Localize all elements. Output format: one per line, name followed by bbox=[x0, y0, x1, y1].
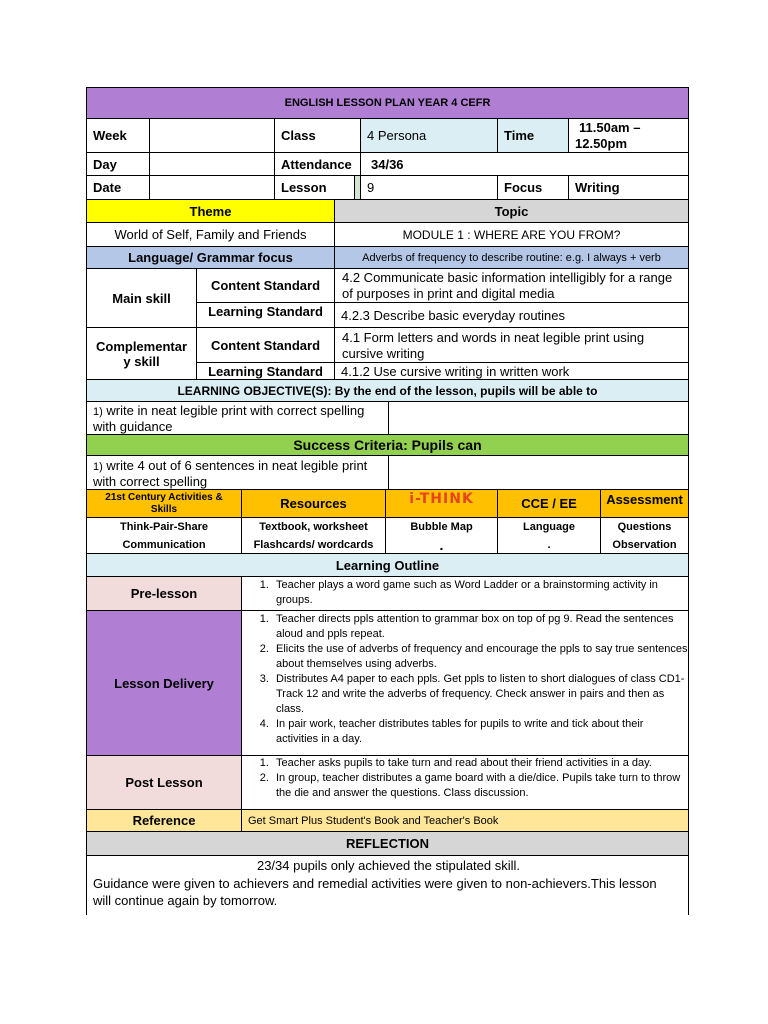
assessment-value-2: Observation bbox=[612, 538, 677, 551]
objective-line-2: with guidance bbox=[93, 419, 173, 434]
success-criteria-header: Success Criteria: Pupils can bbox=[86, 434, 689, 456]
success-empty bbox=[388, 455, 689, 490]
time-value bbox=[568, 118, 689, 153]
resources-header: Resources bbox=[241, 489, 386, 518]
lesson-delivery-list bbox=[242, 612, 688, 747]
reflection-line-1: 23/34 pupils only achieved the stipulated skill. bbox=[256, 858, 521, 873]
comp-content-line-1: 4.1 Form letters and words in neat legible print using bbox=[342, 330, 645, 345]
learning-outline-header: Learning Outline bbox=[86, 553, 689, 577]
success-line-1 bbox=[93, 458, 367, 473]
attendance-value: 34/36 bbox=[360, 152, 689, 176]
class-label: Class bbox=[274, 118, 361, 153]
grammar-label: Language/ Grammar focus bbox=[86, 246, 335, 269]
time-line-1: 11.50am – bbox=[579, 120, 641, 135]
success-line-1-text: write 4 out of 6 sentences in neat legible print bbox=[106, 458, 368, 473]
comp-learning-standard-value: 4.1.2 Use cursive writing in written work bbox=[334, 362, 689, 380]
grammar-value: Adverbs of frequency to describe routine: e.g. I always + verb bbox=[334, 246, 689, 269]
post-lesson-content bbox=[241, 755, 689, 810]
outline-item: 2. Elicits the use of adverbs of frequency and encourage the ppls to say true sentences about themselves using adverbs. bbox=[272, 642, 688, 672]
pre-lesson-list bbox=[242, 578, 688, 608]
outline-item: 3. Distributes A4 paper to each ppls. Get ppls to listen to short dialogues of class CD1-Track 12 and write the adverbs of frequency. Check answer in pairs and then as class. bbox=[272, 672, 688, 717]
success-line-2: with correct spelling bbox=[93, 474, 208, 489]
reflection-line-2: Guidance were given to achievers and remedial activities were given to non-achievers.This lesson bbox=[93, 876, 657, 891]
class-value: 4 Persona bbox=[360, 118, 498, 153]
outline-item: 1. Teacher directs ppls attention to grammar box on top of pg 9. Read the sentences aloud and ppls repeat. bbox=[272, 612, 688, 642]
cce-value-1: Language bbox=[523, 520, 575, 533]
resources-value-2: Flashcards/ wordcards bbox=[253, 538, 374, 551]
objective-number: 1) bbox=[93, 406, 103, 418]
outline-item: 2. In group, teacher distributes a game board with a die/dice. Pupils take turn to throw the die and answer the questions. Class discussion. bbox=[272, 771, 688, 801]
main-content-line-1: 4.2 Communicate basic information intelligibly for a range bbox=[342, 270, 673, 285]
ithink-logo: i-THINK bbox=[409, 491, 474, 507]
complementary-skill-label bbox=[86, 327, 197, 380]
success-number: 1) bbox=[93, 461, 103, 473]
theme-label: Theme bbox=[86, 199, 335, 223]
century-skills-header bbox=[86, 489, 242, 518]
learning-objectives-header: LEARNING OBJECTIVE(S): By the end of the lesson, pupils will be able to bbox=[86, 379, 689, 402]
reflection-header: REFLECTION bbox=[86, 831, 689, 856]
complementary-line-1: Complementar bbox=[95, 338, 188, 354]
reference-label: Reference bbox=[86, 809, 242, 832]
main-content-line-2: of purposes in print and digital media bbox=[342, 286, 555, 301]
reference-value: Get Smart Plus Student's Book and Teacher's Book bbox=[241, 809, 689, 832]
pre-lesson-content bbox=[241, 576, 689, 611]
outline-item: 4. In pair work, teacher distributes tables for pupils to write and tick about their activities in a day. bbox=[272, 717, 688, 747]
main-content-standard-value bbox=[334, 268, 689, 303]
objective-line-1-text: write in neat legible print with correct spelling bbox=[106, 403, 365, 418]
cce-value bbox=[497, 517, 601, 554]
post-lesson-list bbox=[242, 756, 688, 801]
reflection-content bbox=[86, 855, 689, 915]
lesson-delivery-label: Lesson Delivery bbox=[86, 610, 242, 756]
main-learning-standard-value: 4.2.3 Describe basic everyday routines bbox=[334, 302, 689, 328]
comp-content-standard-label: Content Standard bbox=[196, 327, 335, 363]
time-label: Time bbox=[497, 118, 569, 153]
complementary-line-2: y skill bbox=[123, 353, 160, 369]
ithink-value-2: . bbox=[439, 536, 444, 553]
time-line-2: 12.50pm bbox=[575, 136, 628, 151]
lesson-label: Lesson bbox=[274, 175, 355, 200]
outline-item: 1. Teacher plays a word game such as Word Ladder or a brainstorming activity in groups. bbox=[272, 578, 688, 608]
comp-learning-standard-label: Learning Standard bbox=[196, 362, 335, 380]
date-label: Date bbox=[86, 175, 150, 200]
main-skill-label: Main skill bbox=[86, 268, 197, 328]
post-lesson-label: Post Lesson bbox=[86, 755, 242, 810]
objective-empty bbox=[388, 401, 689, 435]
century-value-2: Communication bbox=[122, 538, 206, 551]
comp-content-standard-value bbox=[334, 327, 689, 363]
attendance-label: Attendance bbox=[274, 152, 361, 176]
week-value bbox=[149, 118, 275, 153]
outline-item: 1. Teacher asks pupils to take turn and read about their friend activities in a day. bbox=[272, 756, 688, 771]
century-header-line-1: 21st Century Activities & bbox=[105, 491, 223, 503]
day-value bbox=[149, 152, 275, 176]
century-value-1: Think-Pair-Share bbox=[119, 520, 209, 533]
day-label: Day bbox=[86, 152, 150, 176]
ithink-value bbox=[385, 517, 498, 554]
topic-label: Topic bbox=[334, 199, 689, 223]
ithink-header bbox=[385, 489, 498, 518]
century-skills-value bbox=[86, 517, 242, 554]
topic-value: MODULE 1 : WHERE ARE YOU FROM? bbox=[334, 222, 689, 247]
focus-value: Writing bbox=[568, 175, 689, 200]
theme-value: World of Self, Family and Friends bbox=[86, 222, 335, 247]
lesson-plan-title: ENGLISH LESSON PLAN YEAR 4 CEFR bbox=[86, 87, 689, 119]
resources-value-1: Textbook, worksheet bbox=[259, 520, 368, 533]
assessment-value bbox=[600, 517, 689, 554]
week-label: Week bbox=[86, 118, 150, 153]
lesson-delivery-content bbox=[241, 610, 689, 756]
date-value bbox=[149, 175, 275, 200]
assessment-header: Assessment bbox=[600, 489, 689, 518]
resources-value bbox=[241, 517, 386, 554]
assessment-value-1: Questions bbox=[617, 520, 672, 533]
reflection-line-3: will continue again by tomorrow. bbox=[93, 893, 278, 908]
main-learning-standard-label: Learning Standard bbox=[196, 302, 335, 328]
lesson-value: 9 bbox=[360, 175, 498, 200]
objective-text bbox=[86, 401, 389, 435]
objective-line-1 bbox=[93, 403, 364, 418]
focus-label: Focus bbox=[497, 175, 569, 200]
comp-content-line-2: cursive writing bbox=[342, 346, 425, 361]
success-text bbox=[86, 455, 389, 490]
ithink-value-1: Bubble Map bbox=[410, 520, 473, 533]
century-header-line-2: Skills bbox=[150, 503, 178, 515]
cce-value-2: . bbox=[547, 538, 551, 551]
cce-header: CCE / EE bbox=[497, 489, 601, 518]
main-content-standard-label: Content Standard bbox=[196, 268, 335, 303]
pre-lesson-label: Pre-lesson bbox=[86, 576, 242, 611]
